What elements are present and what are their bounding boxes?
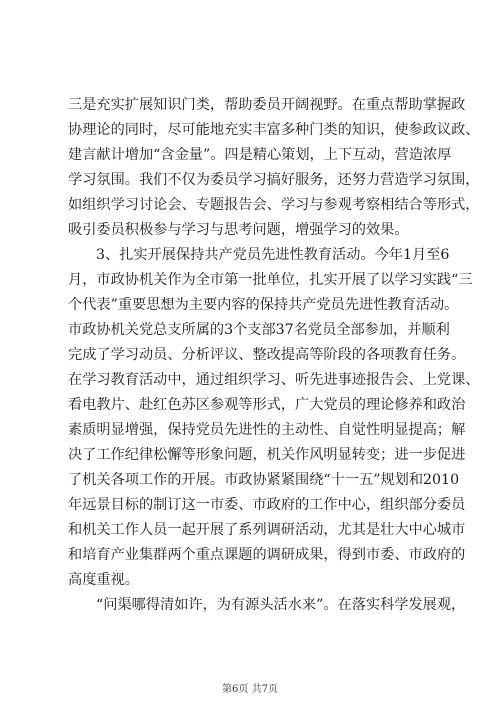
text-line: 看电教片、赴红色苏区参观等形式，广大党员的理论修养和政治 — [68, 397, 466, 413]
text-line: 在学习教育活动中，通过组织学习、听先进事迹报告会、上党课、 — [68, 372, 480, 388]
text-line: 和培育产业集群两个重点课题的调研成果，得到市委、市政府的 — [68, 547, 466, 563]
text-line: 完成了学习动员、分析评议、整改提高等阶段的各项教育任务。 — [68, 347, 466, 363]
text-line: 了机关各项工作的开展。市政协紧紧围绕“十一五”规划和2010 — [68, 472, 460, 488]
text-line: 如组织学习讨论会、专题报告会、学习与参观考察相结合等形式， — [68, 197, 480, 213]
text-line: 吸引委员积极参与学习与思考问题，增强学习的效果。 — [68, 222, 409, 238]
text-line: 高度重视。 — [68, 572, 139, 588]
text-line: 个代表”重要思想为主要内容的保持共产党员先进性教育活动。 — [68, 297, 459, 313]
text-line: 素质明显增强，保持党员先进性的主动性、自觉性明显提高；解 — [68, 422, 466, 438]
paragraph-start-line: “问渠哪得清如许，为有源头活水来”。在落实科学发展观， — [96, 597, 466, 613]
text-line: 年远景目标的制订这一市委、市政府的工作中心，组织部分委员 — [68, 497, 466, 513]
text-line: 市政协机关党总支所属的3个支部37名党员全部参加，并顺利 — [68, 322, 450, 338]
text-line: 建言献计增加“含金量”。四是精心策划，上下互动，营造浓厚 — [68, 147, 452, 163]
text-line: 月，市政协机关作为全市第一批单位，扎实开展了以学习实践“三 — [68, 272, 473, 288]
paragraph-start-line: 3、扎实开展保持共产党员先进性教育活动。今年1月至6 — [96, 247, 450, 263]
text-line: 协理论的同时，尽可能地充实丰富多种门类的知识，使参政议政、 — [68, 122, 480, 138]
text-line: 决了工作纪律松懈等形象问题，机关作风明显转变；进一步促进 — [68, 447, 466, 463]
text-line: 三是充实扩展知识门类，帮助委员开阔视野。在重点帮助掌握政 — [68, 97, 466, 113]
page-number-footer: 第6页 共7页 — [222, 684, 278, 695]
text-line: 和机关工作人员一起开展了系列调研活动，尤其是壮大中心城市 — [68, 522, 466, 538]
text-line: 学习氛围。我们不仅为委员学习搞好服务，还努力营造学习氛围， — [68, 172, 480, 188]
